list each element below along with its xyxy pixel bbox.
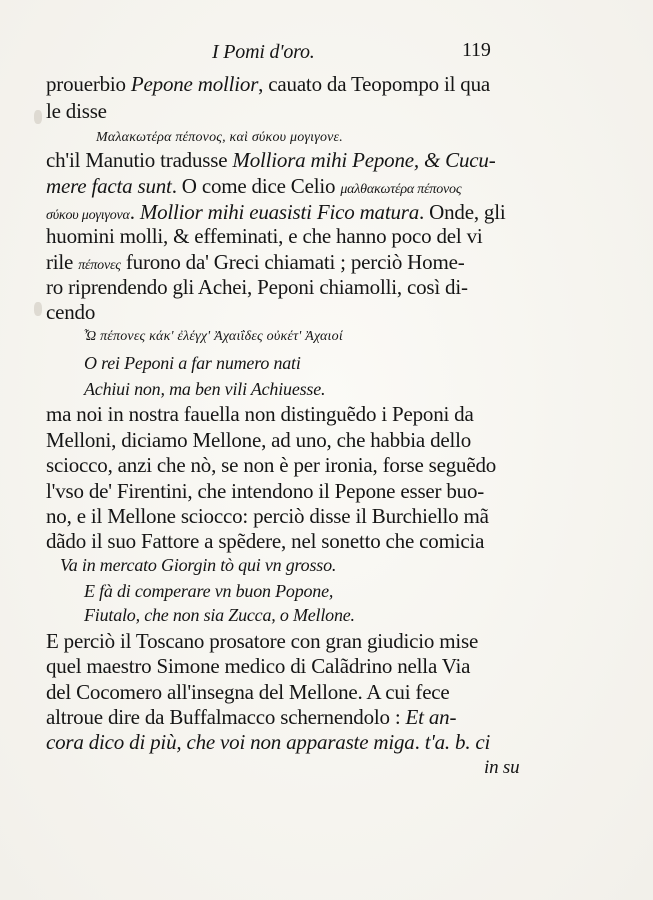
roman-text: furono da' Greci chiamati ; perciò Home- — [120, 250, 465, 274]
text-line — [46, 707, 456, 728]
roman-text: altroue dire da Buffalmacco schernendolo : — [46, 705, 406, 729]
roman-text: rile — [46, 250, 79, 274]
text-line — [84, 606, 355, 624]
roman-text: . — [129, 200, 140, 224]
roman-text: . O come dice Celio — [171, 174, 341, 198]
italic-text: Va in mercato Giorgin tò qui vn grosso. — [60, 555, 337, 575]
ink-mark — [34, 110, 42, 124]
roman-text: ch'il Manutio tradusse — [46, 148, 233, 172]
greek-text: Ὦ πέπονες κάκ' ἐλέγχ' Ἀχαιΐδες οὐκέτ' Ἀχαιοί — [84, 329, 343, 344]
roman-text: . — [414, 730, 425, 754]
text-line — [46, 404, 474, 425]
text-line — [46, 252, 465, 273]
roman-text: sciocco, anzi che nò, se non è per ironia, forse seguẽdo — [46, 453, 497, 477]
roman-text: . Onde, gli — [419, 200, 506, 224]
text-line — [46, 302, 95, 323]
text-line — [46, 732, 490, 753]
text-line — [84, 330, 343, 344]
text-line — [60, 556, 336, 574]
roman-text: l'vso de' Firentini, che intendono il Pepone esser buo- — [46, 479, 485, 503]
text-line — [96, 131, 343, 145]
text-line — [84, 380, 325, 398]
italic-text: cora dico di più, che voi non apparaste miga — [46, 730, 415, 754]
text-line — [46, 74, 490, 95]
italic-text: Pepone mollior — [130, 72, 259, 96]
greek-text: Μαλακωτέρα πέπονος, καὶ σύκου μογιγονε. — [96, 130, 343, 145]
roman-text: E perciò il Toscano prosatore con gran giudicio mise — [46, 629, 479, 653]
text-line — [46, 481, 484, 502]
italic-text: Achiui non, ma ben vili Achiuesse. — [84, 379, 326, 399]
italic-text: E fà di comperare vn buon Popone, — [84, 581, 334, 601]
text-line — [46, 506, 489, 527]
roman-text: , cauato da Teopompo il qua — [258, 72, 491, 96]
italic-text: O rei Peponi a far numero nati — [84, 353, 301, 373]
text-line — [46, 531, 484, 552]
text-line — [84, 354, 301, 372]
text-line — [46, 631, 478, 652]
roman-text: huomini molli, & effeminati, e che hanno poco del vi — [46, 224, 483, 248]
greek-text: μαλθακωτέρα πέπονος — [340, 182, 462, 197]
roman-text: del Cocomero all'insegna del Mellone. A cui fece — [46, 680, 450, 704]
italic-text: mere facta sunt — [46, 174, 172, 198]
italic-text: t'a. b. ci — [424, 730, 491, 754]
text-line — [84, 582, 333, 600]
text-line — [46, 202, 506, 223]
roman-text: no, e il Mellone sciocco: perciò disse il Burchiello mã — [46, 504, 489, 528]
text-line — [46, 656, 470, 677]
roman-text: cendo — [46, 300, 96, 324]
italic-text: Et an- — [405, 705, 457, 729]
text-line — [46, 682, 450, 703]
text-line — [46, 455, 496, 476]
italic-text: Mollior mihi euasisti Fico matura — [139, 200, 420, 224]
text-line — [46, 277, 468, 298]
roman-text: ro riprendendo gli Achei, Peponi chiamolli, così di- — [46, 275, 468, 299]
roman-text: Melloni, diciamo Mellone, ad uno, che habbia dello — [46, 428, 472, 452]
page-number: 119 — [462, 39, 491, 61]
roman-text: prouerbio — [46, 72, 131, 96]
greek-text: σύκου μογιγονα — [46, 208, 130, 223]
italic-text: Molliora mihi Pepone, & Cucu- — [232, 148, 496, 172]
text-line — [46, 176, 461, 197]
text-line — [46, 226, 483, 247]
roman-text: dãdo il suo Fattore a spẽdere, nel sonetto che comicia — [46, 529, 485, 553]
roman-text: quel maestro Simone medico di Calãdrino nella Via — [46, 654, 471, 678]
text-line — [46, 101, 107, 122]
italic-text: Fiutalo, che non sia Zucca, o Mellone. — [84, 605, 355, 625]
catchword: in su — [484, 757, 520, 778]
roman-text: le disse — [46, 99, 107, 123]
text-line — [46, 150, 495, 171]
greek-text: πέπονες — [78, 258, 121, 273]
running-title: I Pomi d'oro. — [212, 41, 315, 63]
text-line — [46, 430, 471, 451]
ink-mark — [34, 302, 42, 316]
roman-text: ma noi in nostra fauella non distinguẽdo i Peponi da — [46, 402, 474, 426]
